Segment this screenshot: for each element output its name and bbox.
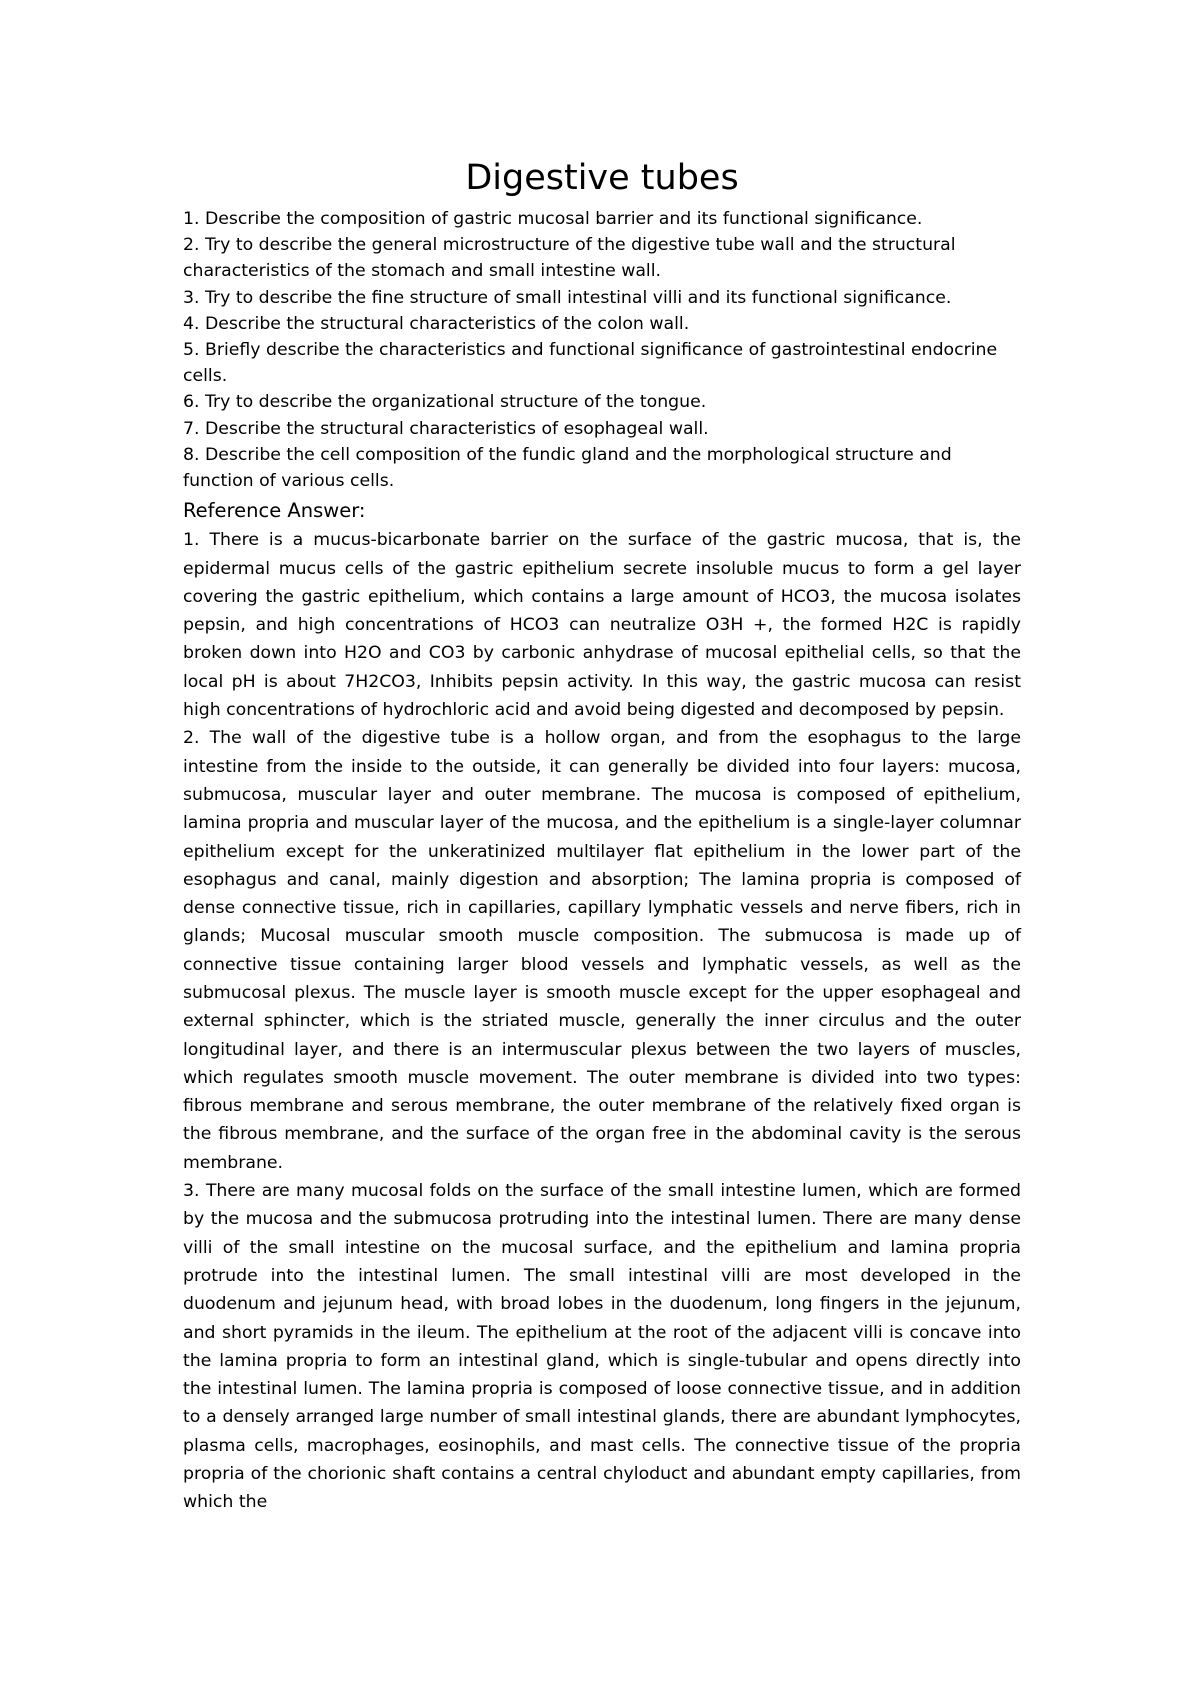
answer-paragraph: 2. The wall of the digestive tube is a hollow organ, and from the esophagus to the large intestine from the inside to the outside, it can generally be divided into four layers: mucosa, submucosa, muscular layer and outer membrane. The mucosa is composed of epithelium, lamina propria and muscular layer of the mucosa, and the epithelium is a single-layer columnar epithelium except for the unkeratinized multilayer flat epithelium in the lower part of the esophagus and canal, mainly digestion and absorption; The lamina propria is composed of dense connective tissue, rich in capillaries, capillary lymphatic vessels and nerve fibers, rich in glands; Mucosal muscular smooth muscle composition. The submucosa is made up of connective tissue containing larger blood vessels and lymphatic vessels, as well as the submucosal plexus. The muscle layer is smooth muscle except for the upper esophageal and external sphincter, which is the striated muscle, generally the inner circulus and the outer longitudinal layer, and there is an intermuscular plexus between the two layers of muscles, which regulates smooth muscle movement. The outer membrane is divided into two types: fibrous membrane and serous membrane, the outer membrane of the relatively fixed organ is the fibrous membrane, and the surface of the organ free in the abdominal cavity is the serous membrane. bbox=[183, 728, 1021, 1173]
document-page bbox=[183, 150, 1021, 1517]
page-title: Digestive tubes bbox=[465, 158, 739, 198]
question-list bbox=[183, 206, 1021, 494]
reference-answer-heading: Reference Answer: bbox=[183, 499, 366, 523]
question-item: 2. Try to describe the general microstructure of the digestive tube wall and the structural characteristics of the stomach and small intestine wall. bbox=[183, 235, 956, 282]
question-item: 8. Describe the cell composition of the fundic gland and the morphological structure and function of various cells. bbox=[183, 444, 952, 492]
answer-paragraph: 3. There are many mucosal folds on the surface of the small intestine lumen, which are formed by the mucosa and the submucosa protruding into the intestinal lumen. There are many dense villi of the small intestine on the mucosal surface, and the epithelium and lamina propria protrude into the intestinal lumen. The small intestinal villi are most developed in the duodenum and jejunum head, with broad lobes in the duodenum, long fingers in the jejunum, and short pyramids in the ileum. The epithelium at the root of the adjacent villi is concave into the lamina propria to form an intestinal gland, which is single-tubular and opens directly into the intestinal lumen. The lamina propria is composed of loose connective tissue, and in addition to a densely arranged large number of small intestinal glands, there are abundant lymphocytes, plasma cells, macrophages, eosinophils, and mast cells. The connective tissue of the propria propria of the chorionic shaft contains a central chyloduct and abundant empty capillaries, from which the bbox=[183, 1181, 1021, 1513]
question-item: 5. Briefly describe the characteristics and functional significance of gastrointestinal endocrine cells. bbox=[183, 340, 998, 387]
question-item: 1. Describe the composition of gastric mucosal barrier and its functional significance. bbox=[183, 209, 923, 229]
question-item: 4. Describe the structural characteristics of the colon wall. bbox=[183, 313, 690, 334]
answer-paragraph: 1. There is a mucus-bicarbonate barrier on the surface of the gastric mucosa, that is, the epidermal mucus cells of the gastric epithelium secrete insoluble mucus to form a gel layer covering the gastric epithelium, which contains a large amount of HCO3, the mucosa isolates pepsin, and high concentrations of HCO3 can neutralize O3H +, the formed H2C is rapidly broken down into H2O and CO3 by carbonic anhydrase of mucosal epithelial cells, so that the local pH is about 7H2CO3, Inhibits pepsin activity. In this way, the gastric mucosa can resist high concentrations of hydrochloric acid and avoid being digested and decomposed by pepsin. bbox=[183, 530, 1021, 721]
question-item: 6. Try to describe the organizational structure of the tongue. bbox=[183, 392, 707, 413]
question-item: 3. Try to describe the fine structure of small intestinal villi and its functional significance. bbox=[183, 287, 952, 308]
question-item: 7. Describe the structural characteristics of esophageal wall. bbox=[183, 418, 709, 439]
answer-list bbox=[183, 526, 1021, 1516]
